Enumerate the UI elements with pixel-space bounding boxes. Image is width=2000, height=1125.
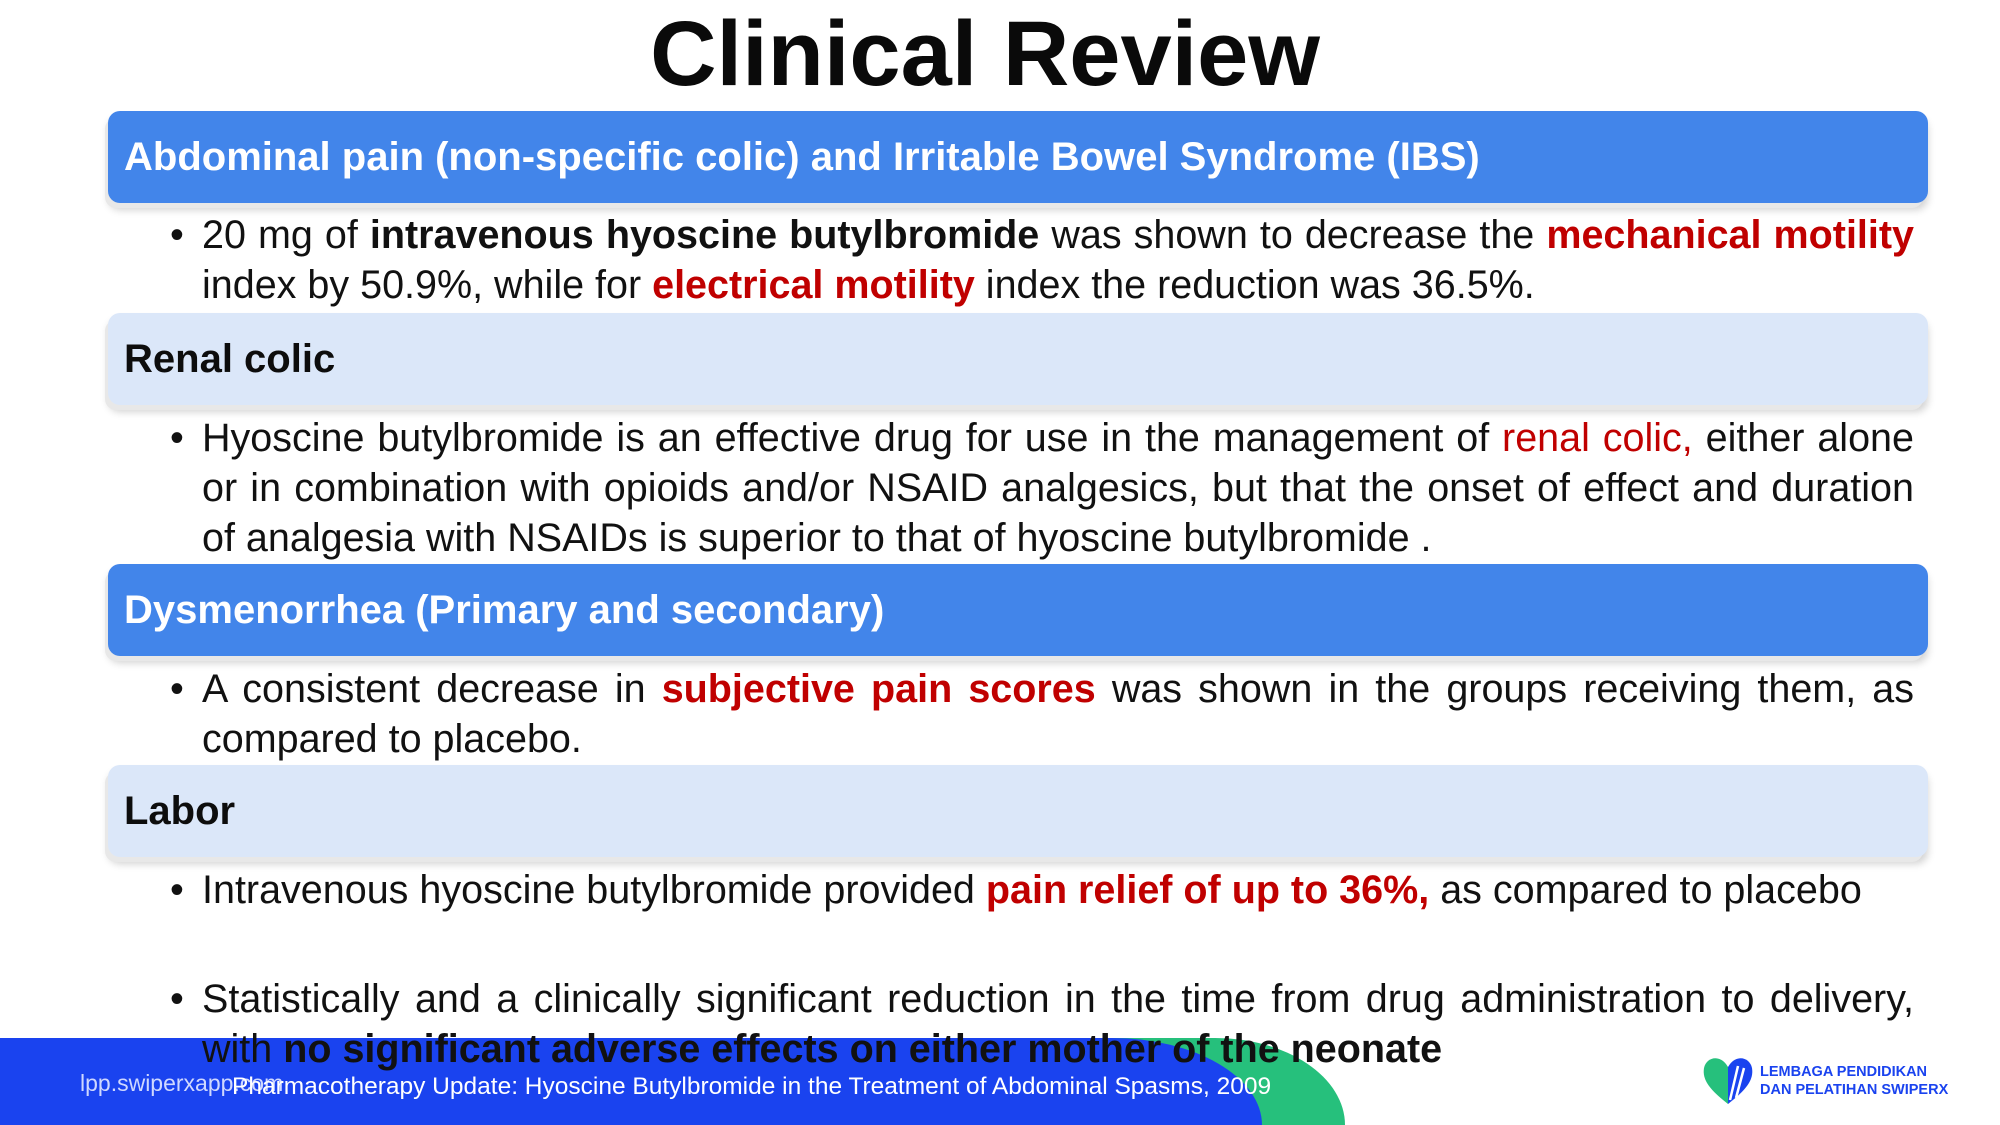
logo-line-2: DAN PELATIHAN SWIPERX xyxy=(1760,1082,1949,1098)
text-run: index the reduction was 36.5%. xyxy=(974,263,1535,307)
section-heading-renal-colic: Renal colic xyxy=(108,313,1928,405)
text-run: A consistent decrease in xyxy=(202,667,662,711)
highlight-electrical-motility: electrical motility xyxy=(652,263,975,307)
bullet-marker: • xyxy=(170,416,184,460)
section-heading-labor: Labor xyxy=(108,765,1928,857)
highlight-subjective-pain-scores: subjective pain scores xyxy=(661,667,1096,711)
text-run: Statistically and a clinically significant reduction in the time from drug administration to delivery, with xyxy=(202,977,1914,1071)
heart-icon xyxy=(1700,1052,1756,1108)
highlight-mechanical-motility: mechanical motility xyxy=(1546,213,1914,257)
text-run: as compared to placebo xyxy=(1429,868,1862,912)
logo-text xyxy=(1760,1063,1948,1099)
bold-text-no-adverse-effects: no significant adverse effects on either mother of the neonate xyxy=(283,1027,1443,1071)
section-heading-dysmenorrhea: Dysmenorrhea (Primary and secondary) xyxy=(108,564,1928,656)
bullet-text xyxy=(172,974,1914,1074)
bullet-text xyxy=(172,865,1914,915)
bold-text: intravenous hyoscine butylbromide xyxy=(369,213,1040,257)
footer-url: lpp.swiperxapp.com xyxy=(80,1070,284,1096)
bullet-marker: • xyxy=(170,213,184,257)
bullet-text xyxy=(172,413,1914,563)
highlight-pain-relief: pain relief of up to 36%, xyxy=(985,868,1430,912)
section-heading-abdominal-pain: Abdominal pain (non-specific colic) and Irritable Bowel Syndrome (IBS) xyxy=(108,111,1928,203)
swiperx-logo xyxy=(1700,1052,1970,1112)
logo-line-1: LEMBAGA PENDIDIKAN xyxy=(1760,1064,1928,1080)
bullet-marker: • xyxy=(170,667,184,711)
bullet-text xyxy=(172,210,1914,310)
highlight-renal-colic: renal colic, xyxy=(1502,416,1693,460)
bullet-renal-colic xyxy=(172,413,1914,563)
text-run: index by 50.9%, while for xyxy=(202,263,653,307)
bullet-marker: • xyxy=(170,868,184,912)
text-run: 20 mg of xyxy=(202,213,370,257)
bullet-dysmenorrhea xyxy=(172,664,1914,764)
footer-reference: Pharmacotherapy Update: Hyoscine Butylbromide in the Treatment of Abdominal Spasms, 2009 xyxy=(232,1073,1272,1100)
text-run: Hyoscine butylbromide is an effective drug for use in the management of xyxy=(202,416,1503,460)
text-run: was shown to decrease the xyxy=(1039,213,1547,257)
bullet-text xyxy=(172,664,1914,764)
text-run: either alone or in combination with opioids and/or NSAID analgesics, but that the onset of effect and duration of analgesia with NSAIDs is superior to that of hyoscine butylbromide . xyxy=(202,416,1914,560)
bullet-marker: • xyxy=(170,977,184,1021)
bullet-labor-delivery-time xyxy=(172,974,1914,1074)
text-run: Intravenous hyoscine butylbromide provided xyxy=(202,868,986,912)
bullet-abdominal-pain xyxy=(172,210,1914,310)
slide-title: Clinical Review xyxy=(650,3,1320,105)
bullet-labor-pain-relief xyxy=(172,865,1914,915)
text-run: was shown in the groups receiving them, as compared to placebo. xyxy=(202,667,1915,761)
